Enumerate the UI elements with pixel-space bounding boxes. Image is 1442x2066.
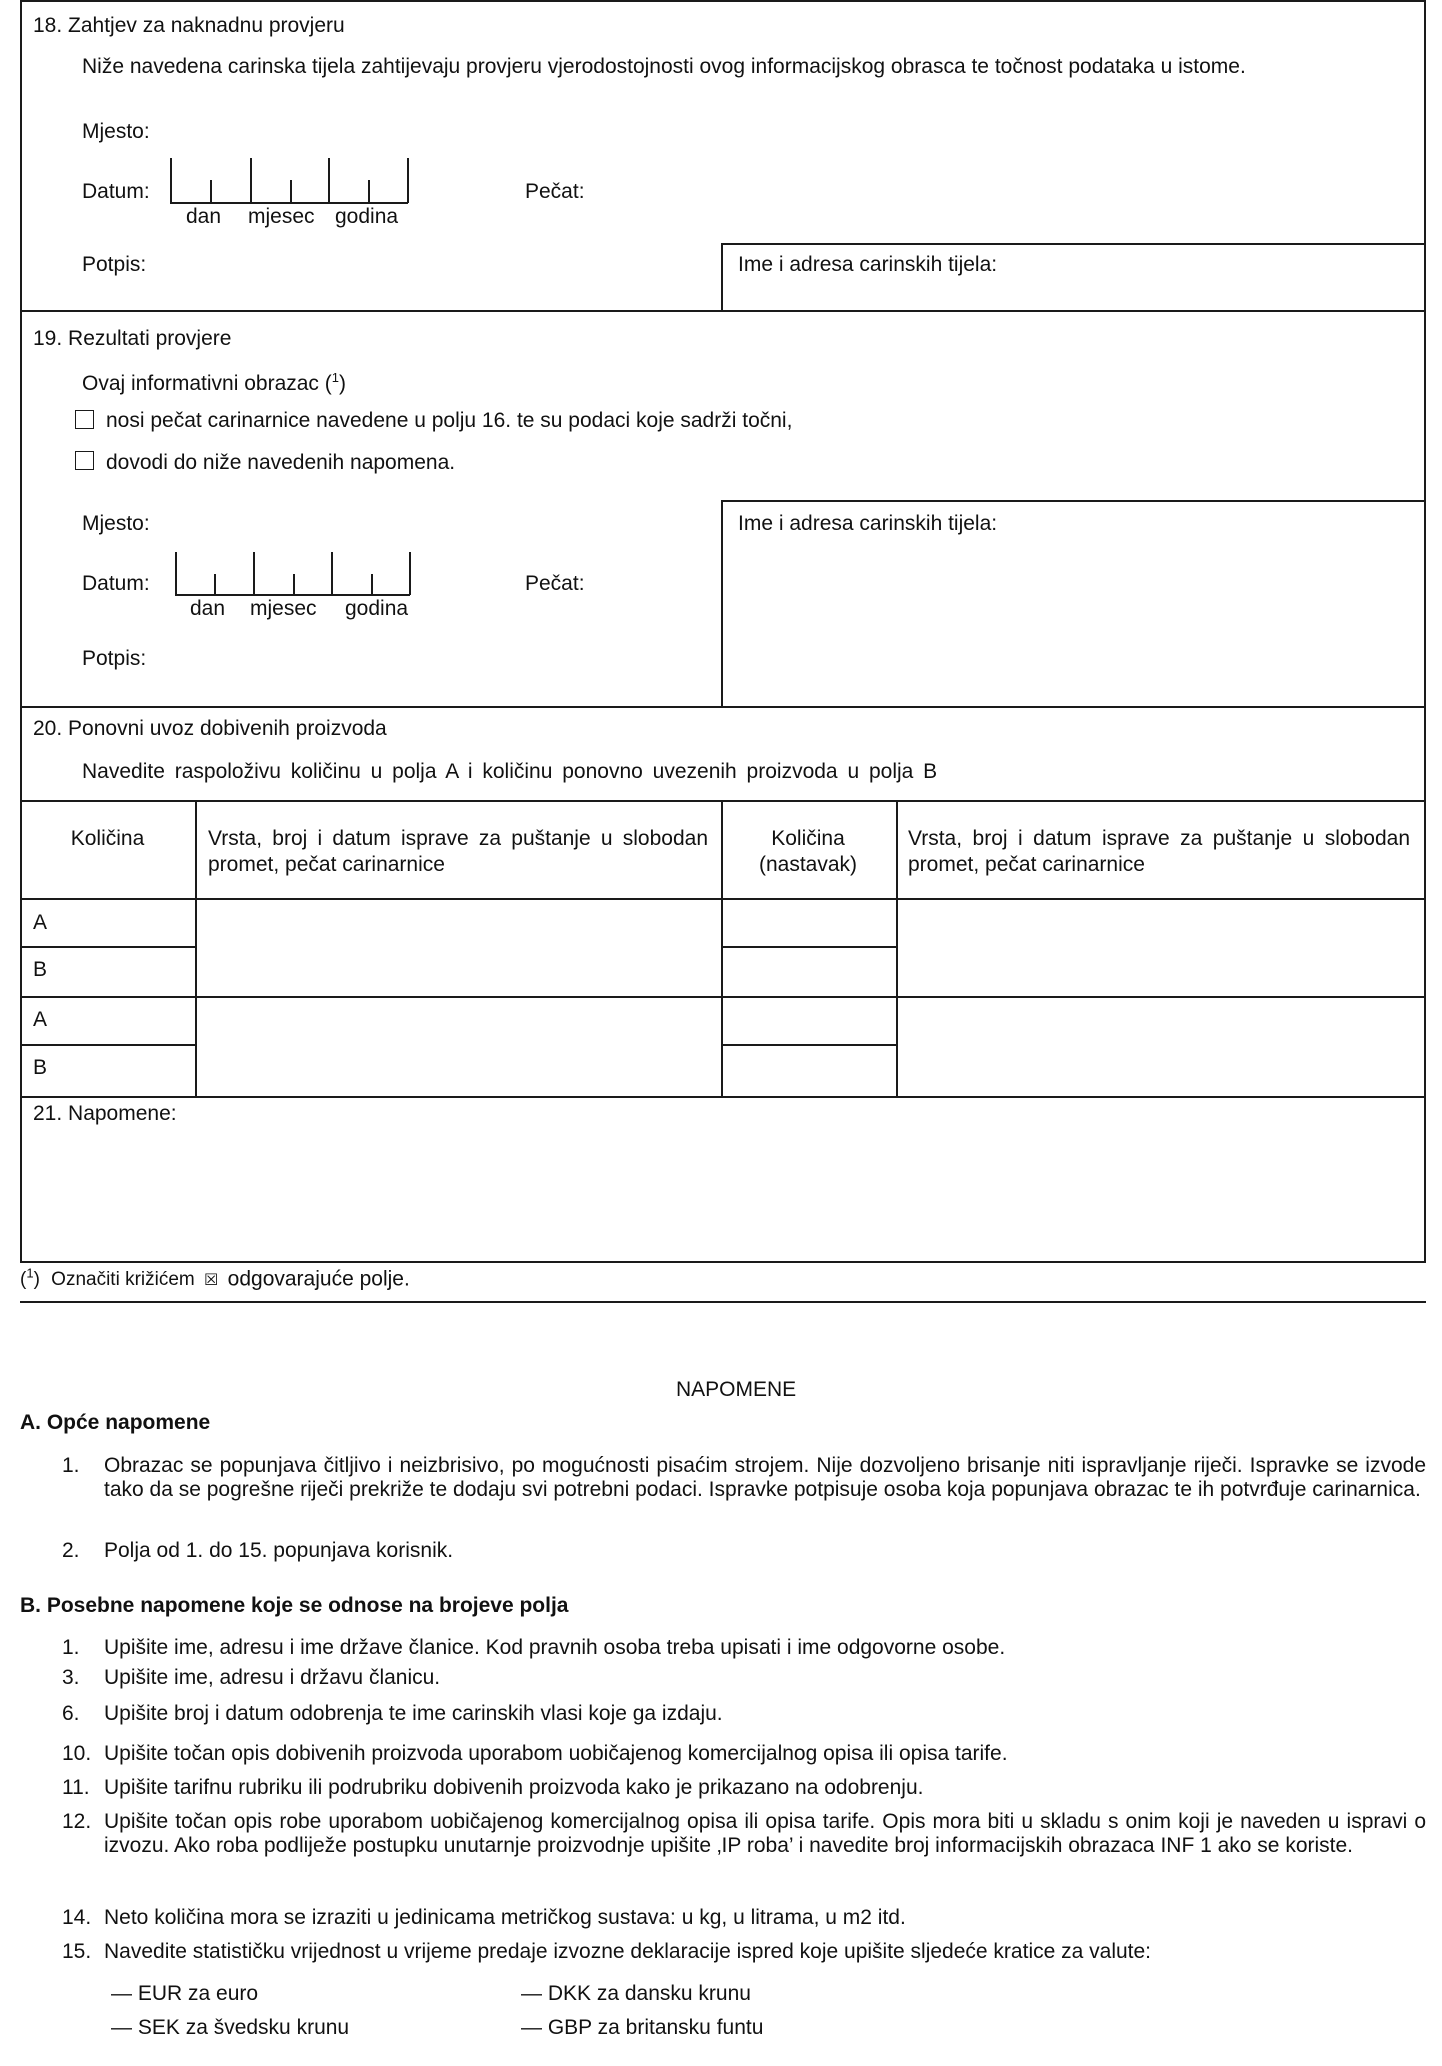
s20-row-b2: B bbox=[33, 1056, 48, 1079]
form-border-top bbox=[20, 0, 1426, 2]
form-border-right bbox=[1424, 0, 1426, 1262]
list-item-number: 14. bbox=[62, 1906, 92, 1929]
s19-ime-adresa-label: Ime i adresa carinskih tijela: bbox=[738, 512, 998, 535]
s20-row-a1: A bbox=[33, 911, 48, 934]
s19-mjesec-label: mjesec bbox=[250, 597, 317, 620]
s18-pecat-label: Pečat: bbox=[525, 180, 585, 203]
s18-datum-label: Datum: bbox=[82, 180, 150, 203]
s20-col-document-2: Vrsta, broj i datum isprave za puštanje u slobodan promet, pečat carinarnice bbox=[908, 827, 1410, 876]
currency-item: — DKK za dansku krunu bbox=[521, 1982, 751, 2005]
section-21-title: 21. Napomene: bbox=[33, 1102, 177, 1125]
list-item-number: 2. bbox=[62, 1539, 80, 1562]
s18-dan-label: dan bbox=[186, 205, 222, 228]
s18-mjesto-label: Mjesto: bbox=[82, 120, 150, 143]
notes-heading: NAPOMENE bbox=[676, 1378, 797, 1401]
s20-col-quantity-cont: Količina (nastavak) bbox=[758, 827, 858, 876]
s19-potpis-label: Potpis: bbox=[82, 647, 147, 670]
form-border-left bbox=[20, 0, 22, 1262]
list-item-number: 15. bbox=[62, 1940, 92, 1963]
section-18-title: 18. Zahtjev za naknadnu provjeru bbox=[33, 14, 345, 37]
s20-row-b1: B bbox=[33, 958, 48, 981]
s19-option2-checkbox[interactable] bbox=[75, 451, 94, 470]
s20-col-document: Vrsta, broj i datum isprave za puštanje u slobodan promet, pečat carinarnice bbox=[208, 827, 708, 876]
s19-option2-label: dovodi do niže navedenih napomena. bbox=[106, 451, 456, 474]
list-item: Navedite statističku vrijednost u vrijeme predaje izvozne deklaracije ispred koje upišite sljedeće kratice za valute: bbox=[104, 1940, 1152, 1963]
divider bbox=[20, 706, 1426, 708]
section-18-text: Niže navedena carinska tijela zahtijevaju provjeru vjerodostojnosti ovog informacijskog obrasca te točnost podataka u istome. bbox=[82, 55, 1246, 78]
s19-option1-label: nosi pečat carinarnice navedene u polju 16. te su podaci koje sadrži točni, bbox=[106, 409, 793, 432]
list-item: Polja od 1. do 15. popunjava korisnik. bbox=[104, 1539, 454, 1562]
s18-mjesec-label: mjesec bbox=[248, 205, 315, 228]
section-20-title: 20. Ponovni uvoz dobivenih proizvoda bbox=[33, 717, 387, 740]
list-item: Neto količina mora se izraziti u jedinicama metričkog sustava: u kg, u litrama, u m2 itd. bbox=[104, 1906, 906, 1929]
divider bbox=[20, 310, 1426, 312]
s20-row-a2: A bbox=[33, 1008, 48, 1031]
s19-datum-label: Datum: bbox=[82, 572, 150, 595]
notes-a-title: A. Opće napomene bbox=[20, 1411, 211, 1434]
list-item: Obrazac se popunjava čitljivo i neizbrisivo, po mogućnosti pisaćim strojem. Nije dozvoljeno brisanje niti ispravljanje riječi. Ispravke se izvode tako da se pogrešne riječi prekriže te dodaju svi potrebni podaci. Ispravke potpisuje osoba koja popunjava obrazac te ih potvrđuje carinarnica. bbox=[104, 1454, 1426, 1501]
footnote-rule bbox=[20, 1301, 1426, 1303]
list-item-number: 6. bbox=[62, 1702, 80, 1725]
s19-godina-label: godina bbox=[345, 597, 409, 620]
list-item: Upišite broj i datum odobrenja te ime carinskih vlasi koje ga izdaju. bbox=[104, 1702, 723, 1725]
list-item-number: 1. bbox=[62, 1636, 80, 1659]
footnote-ref: 1 bbox=[331, 370, 339, 385]
list-item-number: 1. bbox=[62, 1454, 80, 1477]
s18-ime-adresa-label: Ime i adresa carinskih tijela: bbox=[738, 253, 998, 276]
currency-item: — EUR za euro bbox=[111, 1982, 259, 2005]
form-border-bottom bbox=[20, 1261, 1426, 1263]
list-item: Upišite točan opis dobivenih proizvoda uporabom uobičajenog komercijalnog opisa ili opisa tarife. bbox=[104, 1742, 1008, 1765]
s18-potpis-label: Potpis: bbox=[82, 253, 147, 276]
list-item: Upišite ime, adresu i ime države članice. Kod pravnih osoba treba upisati i ime odgovorne osobe. bbox=[104, 1636, 1006, 1659]
list-item-number: 11. bbox=[62, 1776, 90, 1799]
s19-mjesto-label: Mjesto: bbox=[82, 512, 150, 535]
s19-dan-label: dan bbox=[190, 597, 226, 620]
s19-option1-checkbox[interactable] bbox=[75, 410, 94, 429]
list-item-number: 3. bbox=[62, 1666, 80, 1689]
s18-godina-label: godina bbox=[335, 205, 399, 228]
s19-pecat-label: Pečat: bbox=[525, 572, 585, 595]
list-item: Upišite tarifnu rubriku ili podrubriku dobivenih proizvoda kako je prikazano na odobrenju. bbox=[104, 1776, 924, 1799]
checked-box-icon: ☒ bbox=[204, 1270, 219, 1290]
list-item-number: 12. bbox=[62, 1810, 92, 1833]
list-item-number: 10. bbox=[62, 1742, 92, 1765]
section-19-title: 19. Rezultati provjere bbox=[33, 327, 232, 350]
footnote: ($^1$) Označiti križićem ☒ odgovarajuće polje. bbox=[20, 1266, 410, 1291]
currency-item: — SEK za švedsku krunu bbox=[111, 2016, 350, 2039]
list-item: Upišite ime, adresu i državu članicu. bbox=[104, 1666, 441, 1689]
currency-item: — GBP za britansku funtu bbox=[521, 2016, 764, 2039]
section-20-text: Navedite raspoloživu količinu u polja A i količinu ponovno uvezenih proizvoda u polja B bbox=[82, 760, 938, 783]
s20-col-quantity: Količina bbox=[70, 827, 145, 850]
notes-b-title: B. Posebne napomene koje se odnose na brojeve polja bbox=[20, 1594, 569, 1617]
s19-obrazac-text: Ovaj informativni obrazac ($^1$) bbox=[82, 370, 346, 395]
list-item: Upišite točan opis robe uporabom uobičajenog komercijalnog opisa ili opisa tarife. Opis mora biti u skladu s onim koji je naveden u ispravi o izvozu. Ako roba podliježe postupku unutarnje proizvodnje upišite ‚IP roba’ i navedite broj informacijskih obrazaca INF 1 ako se koriste. bbox=[104, 1810, 1426, 1857]
